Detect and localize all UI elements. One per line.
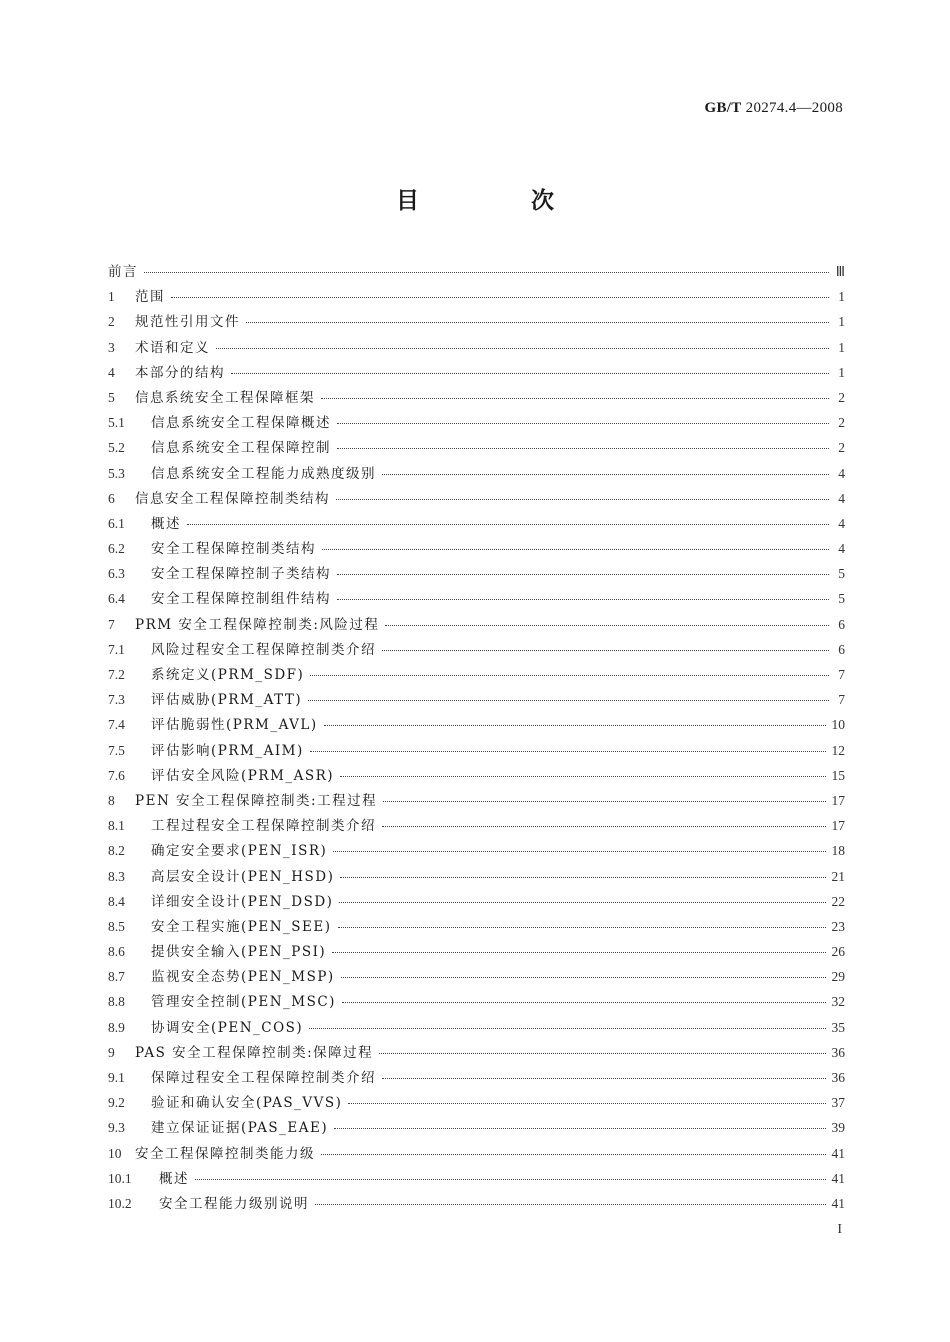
toc-entry[interactable] <box>108 915 845 940</box>
toc-entry-page: 37 <box>831 1095 845 1111</box>
toc-entry-title: 安全工程保障控制组件结构 <box>151 591 331 608</box>
toc-entry-page: 1 <box>838 289 845 305</box>
toc-entry-title: PAS 安全工程保障控制类:保障过程 <box>135 1044 374 1061</box>
toc-entry-number: 8.3 <box>108 868 125 884</box>
toc-entry[interactable] <box>108 613 845 638</box>
toc-entry-page: 7 <box>838 692 845 708</box>
toc-entry-page: 4 <box>838 515 845 531</box>
toc-dot-leader <box>310 751 826 752</box>
toc-entry-title: 信息安全工程保障控制类结构 <box>135 490 330 507</box>
toc-entry-number: 7.2 <box>108 667 125 682</box>
toc-entry[interactable] <box>108 789 845 814</box>
toc-entry-page: 2 <box>838 415 845 431</box>
toc-entry-title: 规范性引用文件 <box>135 314 240 331</box>
toc-entry-page: 35 <box>831 1019 845 1035</box>
toc-entry[interactable] <box>108 260 845 285</box>
toc-entry-number: 6.1 <box>108 515 125 531</box>
toc-dot-leader <box>308 700 829 701</box>
toc-entry[interactable] <box>108 512 845 537</box>
toc-entry-title: 评估安全风险(PRM_ASR) <box>151 767 335 784</box>
toc-entry[interactable] <box>108 764 845 789</box>
toc-dot-leader <box>322 549 829 550</box>
toc-entry-page: 32 <box>831 994 845 1010</box>
toc-entry-page: 7 <box>838 667 845 682</box>
toc-entry[interactable] <box>108 663 845 688</box>
toc-entry-number: 9.2 <box>108 1095 125 1111</box>
toc-entry-title: 高层安全设计(PEN_HSD) <box>151 868 335 885</box>
toc-entry-number: 8.1 <box>108 818 125 834</box>
toc-entry[interactable] <box>108 1016 845 1041</box>
toc-entry-page: 17 <box>831 818 845 834</box>
toc-entry-number: 8.2 <box>108 843 125 859</box>
toc-dot-leader <box>383 801 825 802</box>
toc-entry-title: 术语和定义 <box>135 339 210 356</box>
toc-dot-leader <box>231 373 829 374</box>
toc-entry[interactable] <box>108 739 845 764</box>
toc-entry-number: 9.3 <box>108 1120 125 1136</box>
toc-entry-number: 1 <box>108 289 115 305</box>
toc-entry-page: 22 <box>831 893 845 909</box>
toc-entry[interactable] <box>108 814 845 839</box>
toc-entry-number: 5.2 <box>108 440 125 456</box>
toc-entry-number: 6.3 <box>108 566 125 582</box>
toc-entry-number: 7.3 <box>108 692 125 708</box>
standard-code: 20274.4—2008 <box>745 100 843 116</box>
toc-entry-page: 5 <box>838 566 845 582</box>
toc-entry-title: 详细安全设计(PEN_DSD) <box>151 893 334 910</box>
toc-entry[interactable] <box>108 713 845 738</box>
toc-dot-leader <box>144 272 829 273</box>
toc-entry-title: 协调安全(PEN_COS) <box>151 1019 304 1036</box>
toc-entry-number: 5.1 <box>108 415 125 431</box>
toc-dot-leader <box>382 650 829 651</box>
toc-entry-page: 36 <box>831 1070 845 1085</box>
toc-dot-leader <box>382 1078 826 1079</box>
toc-dot-leader <box>337 423 829 424</box>
toc-entry-title: 概述 <box>151 515 181 532</box>
toc-entry[interactable] <box>108 839 845 864</box>
toc-dot-leader <box>336 499 829 500</box>
toc-dot-leader <box>246 322 829 323</box>
toc-entry-number: 8.9 <box>108 1019 125 1035</box>
standard-prefix: GB/T <box>704 100 742 116</box>
toc-entry[interactable] <box>108 587 845 612</box>
toc-dot-leader <box>337 574 829 575</box>
toc-entry-title: 安全工程保障控制类结构 <box>151 541 316 558</box>
toc-entry[interactable] <box>108 865 845 890</box>
toc-entry-page: 2 <box>838 389 845 405</box>
table-of-contents <box>108 260 845 1217</box>
toc-entry-page: 1 <box>838 314 845 330</box>
toc-entry-title: PRM 安全工程保障控制类:风险过程 <box>135 616 380 633</box>
toc-entry-number: 6.4 <box>108 591 125 607</box>
toc-entry[interactable] <box>108 310 845 335</box>
toc-entry-title: 本部分的结构 <box>135 364 225 381</box>
toc-entry-page: 41 <box>831 1145 845 1161</box>
toc-entry-number: 2 <box>108 314 115 330</box>
toc-entry-page: 21 <box>831 868 845 884</box>
toc-dot-leader <box>195 1179 826 1180</box>
toc-dot-leader <box>385 625 829 626</box>
toc-entry-number: 7.5 <box>108 742 125 758</box>
toc-entry-title: 风险过程安全工程保障控制类介绍 <box>151 641 376 658</box>
toc-entry-title: 评估威胁(PRM_ATT) <box>151 692 303 709</box>
toc-entry[interactable] <box>108 285 845 310</box>
toc-entry-page: 26 <box>831 944 845 960</box>
toc-dot-leader <box>379 1053 825 1054</box>
toc-entry[interactable] <box>108 1091 845 1116</box>
toc-entry[interactable] <box>108 1142 845 1167</box>
toc-entry-page: 29 <box>831 969 845 985</box>
toc-entry[interactable] <box>108 487 845 512</box>
toc-dot-leader <box>171 297 829 298</box>
toc-entry[interactable] <box>108 688 845 713</box>
toc-entry-title: 监视安全态势(PEN_MSP) <box>151 969 335 986</box>
toc-entry-page: 36 <box>831 1044 845 1060</box>
toc-dot-leader <box>187 524 829 525</box>
toc-entry-number: 10.2 <box>108 1195 132 1211</box>
toc-entry-number: 4 <box>108 364 115 380</box>
toc-entry-title: 管理安全控制(PEN_MSC) <box>151 994 336 1011</box>
toc-entry[interactable] <box>108 462 845 487</box>
toc-entry-page: 18 <box>831 843 845 859</box>
toc-entry-number: 8.5 <box>108 918 125 934</box>
toc-entry-number: 5.3 <box>108 465 125 481</box>
toc-entry[interactable] <box>108 940 845 965</box>
toc-entry-number: 8.6 <box>108 944 125 960</box>
toc-entry-number: 8 <box>108 792 115 808</box>
toc-entry[interactable] <box>108 1167 845 1192</box>
toc-entry[interactable] <box>108 638 845 663</box>
toc-entry-title: 系统定义(PRM_SDF) <box>151 667 305 683</box>
toc-entry-page: Ⅲ <box>835 264 845 279</box>
toc-entry-title: 评估影响(PRM_AIM) <box>151 742 304 759</box>
toc-dot-leader <box>332 952 825 953</box>
toc-entry-number: 9.1 <box>108 1070 125 1085</box>
toc-entry-page: 1 <box>838 364 845 380</box>
toc-entry-title: 评估脆弱性(PRM_AVL) <box>151 717 318 734</box>
toc-dot-leader <box>382 474 829 475</box>
toc-entry-title: 验证和确认安全(PAS_VVS) <box>151 1095 343 1112</box>
toc-dot-leader <box>340 776 825 777</box>
toc-dot-leader <box>334 1128 825 1129</box>
toc-entry-page: 4 <box>838 465 845 481</box>
toc-dot-leader <box>382 826 826 827</box>
toc-dot-leader <box>309 1028 825 1029</box>
toc-entry-number: 7.4 <box>108 717 125 733</box>
toc-entry[interactable] <box>108 1066 845 1091</box>
toc-dot-leader <box>324 725 826 726</box>
toc-dot-leader <box>341 977 826 978</box>
toc-entry[interactable] <box>108 361 845 386</box>
toc-entry[interactable] <box>108 965 845 990</box>
toc-dot-leader <box>321 398 829 399</box>
toc-entry-number: 8.8 <box>108 994 125 1010</box>
toc-entry-title: 信息系统安全工程保障控制 <box>151 440 331 457</box>
toc-entry-title: 安全工程保障控制类能力级 <box>135 1145 315 1162</box>
toc-entry-number: 10.1 <box>108 1170 132 1186</box>
toc-entry-title: 提供安全输入(PEN_PSI) <box>151 944 327 961</box>
toc-dot-leader <box>321 1154 826 1155</box>
toc-entry-page: 4 <box>838 541 845 557</box>
toc-entry-title: 范围 <box>135 289 165 306</box>
toc-entry-number: 8.4 <box>108 893 125 909</box>
toc-entry-page: 41 <box>831 1195 845 1211</box>
toc-entry[interactable] <box>108 336 845 361</box>
page-title: 目 次 <box>395 188 606 214</box>
toc-entry-page: 6 <box>838 616 845 632</box>
toc-entry[interactable] <box>108 562 845 587</box>
toc-entry-title: 信息系统安全工程保障框架 <box>135 389 315 406</box>
toc-entry-number: 3 <box>108 339 115 355</box>
toc-entry[interactable] <box>108 990 845 1015</box>
toc-entry-title: 概述 <box>159 1170 189 1187</box>
page-folio: I <box>837 1222 842 1237</box>
toc-entry-number: 6 <box>108 490 115 506</box>
toc-entry[interactable] <box>108 386 845 411</box>
toc-dot-leader <box>338 927 826 928</box>
toc-dot-leader <box>337 448 829 449</box>
toc-entry-number: 6.2 <box>108 541 125 557</box>
toc-entry-title: 确定安全要求(PEN_ISR) <box>151 843 328 860</box>
toc-entry-page: 6 <box>838 641 845 657</box>
toc-entry-page: 15 <box>831 767 845 783</box>
toc-entry[interactable] <box>108 1192 845 1217</box>
toc-entry[interactable] <box>108 1041 845 1066</box>
toc-entry[interactable] <box>108 436 845 461</box>
toc-entry-title: 前言 <box>108 264 138 280</box>
toc-entry-page: 17 <box>831 792 845 808</box>
toc-entry-number: 9 <box>108 1044 115 1060</box>
toc-entry-page: 2 <box>838 440 845 456</box>
toc-dot-leader <box>340 877 825 878</box>
toc-entry-page: 41 <box>831 1170 845 1186</box>
toc-entry[interactable] <box>108 1116 845 1141</box>
toc-entry-page: 23 <box>831 918 845 934</box>
toc-entry-page: 1 <box>838 339 845 355</box>
toc-dot-leader <box>216 348 829 349</box>
toc-entry-title: 安全工程保障控制子类结构 <box>151 566 331 583</box>
toc-entry[interactable] <box>108 890 845 915</box>
toc-dot-leader <box>342 1002 826 1003</box>
toc-entry-title: 安全工程实施(PEN_SEE) <box>151 918 332 935</box>
toc-entry-title: 信息系统安全工程保障概述 <box>151 415 331 432</box>
toc-entry-page: 5 <box>838 591 845 607</box>
toc-entry-title: 保障过程安全工程保障控制类介绍 <box>151 1070 376 1086</box>
toc-entry-number: 7 <box>108 616 115 632</box>
toc-entry-number: 5 <box>108 389 115 405</box>
toc-entry-title: PEN 安全工程保障控制类:工程过程 <box>135 792 378 809</box>
toc-entry-title: 工程过程安全工程保障控制类介绍 <box>151 818 376 835</box>
toc-entry-title: 信息系统安全工程能力成熟度级别 <box>151 465 376 482</box>
toc-dot-leader <box>333 851 825 852</box>
toc-entry-title: 安全工程能力级别说明 <box>159 1195 309 1212</box>
toc-entry-page: 12 <box>831 742 845 758</box>
toc-entry-number: 8.7 <box>108 969 125 985</box>
toc-dot-leader <box>337 599 829 600</box>
toc-entry-number: 7.6 <box>108 767 125 783</box>
toc-dot-leader <box>348 1103 825 1104</box>
toc-dot-leader <box>315 1204 826 1205</box>
toc-entry-page: 39 <box>831 1120 845 1136</box>
toc-entry-number: 7.1 <box>108 641 125 657</box>
toc-dot-leader <box>310 675 829 676</box>
toc-entry-page: 4 <box>838 490 845 506</box>
toc-dot-leader <box>339 902 825 903</box>
standard-number <box>705 100 843 117</box>
toc-entry-title: 建立保证证据(PAS_EAE) <box>151 1120 329 1137</box>
toc-entry-number: 10 <box>108 1145 122 1161</box>
toc-entry[interactable] <box>108 411 845 436</box>
toc-entry-page: 10 <box>831 717 845 733</box>
toc-entry[interactable] <box>108 537 845 562</box>
